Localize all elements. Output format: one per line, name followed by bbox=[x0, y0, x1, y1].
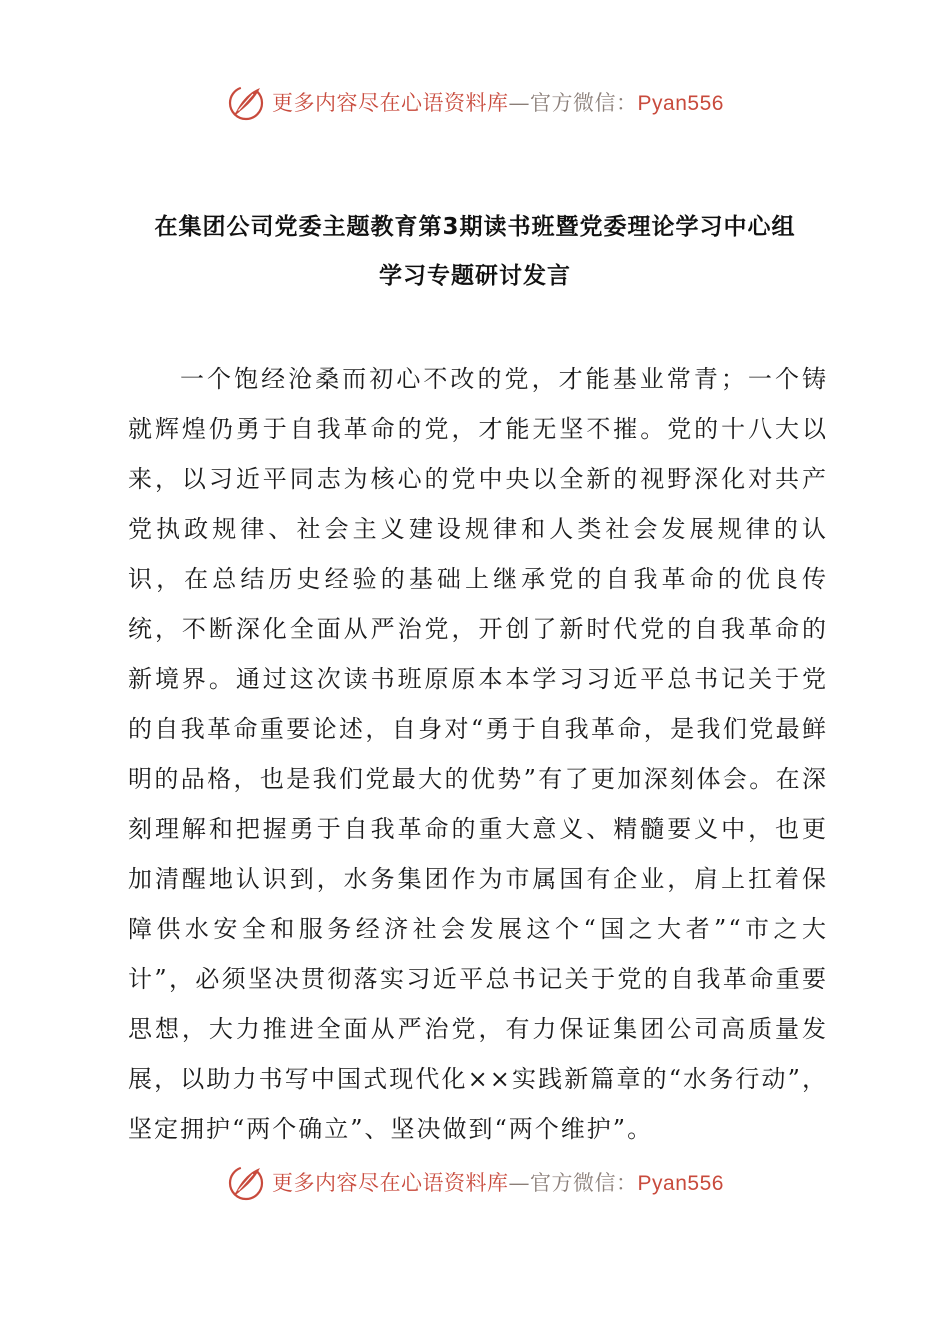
header-banner-text bbox=[272, 87, 724, 117]
footer-banner-text bbox=[272, 1167, 724, 1197]
footer-banner-tail: —官方微信： bbox=[508, 1171, 638, 1195]
header-wechat-id: Pyan556 bbox=[637, 92, 724, 115]
header-banner-lead: 更多内容尽在心语资料库 bbox=[272, 91, 509, 115]
footer-banner-lead: 更多内容尽在心语资料库 bbox=[272, 1171, 509, 1195]
footer-wechat-id: Pyan556 bbox=[637, 1172, 724, 1195]
document-title-line-2: 学习专题研讨发言 bbox=[379, 263, 571, 289]
document-title-line-1: 在集团公司党委主题教育第3期读书班暨党委理论学习中心组 bbox=[154, 214, 796, 240]
footer-banner bbox=[0, 1160, 950, 1204]
header-banner bbox=[0, 80, 950, 124]
header-banner-tail: —官方微信： bbox=[508, 91, 638, 115]
quill-logo-icon bbox=[226, 82, 266, 122]
quill-logo-icon bbox=[226, 1162, 266, 1202]
body-paragraph: 一个饱经沧桑而初心不改的党，才能基业常青；一个铸就辉煌仍勇于自我革命的党，才能无坚不摧。党的十八大以来，以习近平同志为核心的党中央以全新的视野深化对共产党执政规律、社会主义建设规律和人类社会发展规律的认识，在总结历史经验的基础上继承党的自我革命的优良传统，不断深化全面从严治党，开创了新时代党的自我革命的新境界。通过这次读书班原原本本学习习近平总书记关于党的自我革命重要论述，自身对“勇于自我革命，是我们党最鲜明的品格，也是我们党最大的优势”有了更加深刻体会。在深刻理解和把握勇于自我革命的重大意义、精髓要义中，也更加清醒地认识到，水务集团作为市属国有企业，肩上扛着保障供水安全和服务经济社会发展这个“国之大者”“市之大计”，必须坚决贯彻落实习近平总书记关于党的自我革命重要思想，大力推进全面从严治党，有力保证集团公司高质量发展，以助力书写中国式现代化××实践新篇章的“水务行动”，坚定拥护“两个确立”、坚决做到“两个维护”。 bbox=[128, 365, 828, 1143]
